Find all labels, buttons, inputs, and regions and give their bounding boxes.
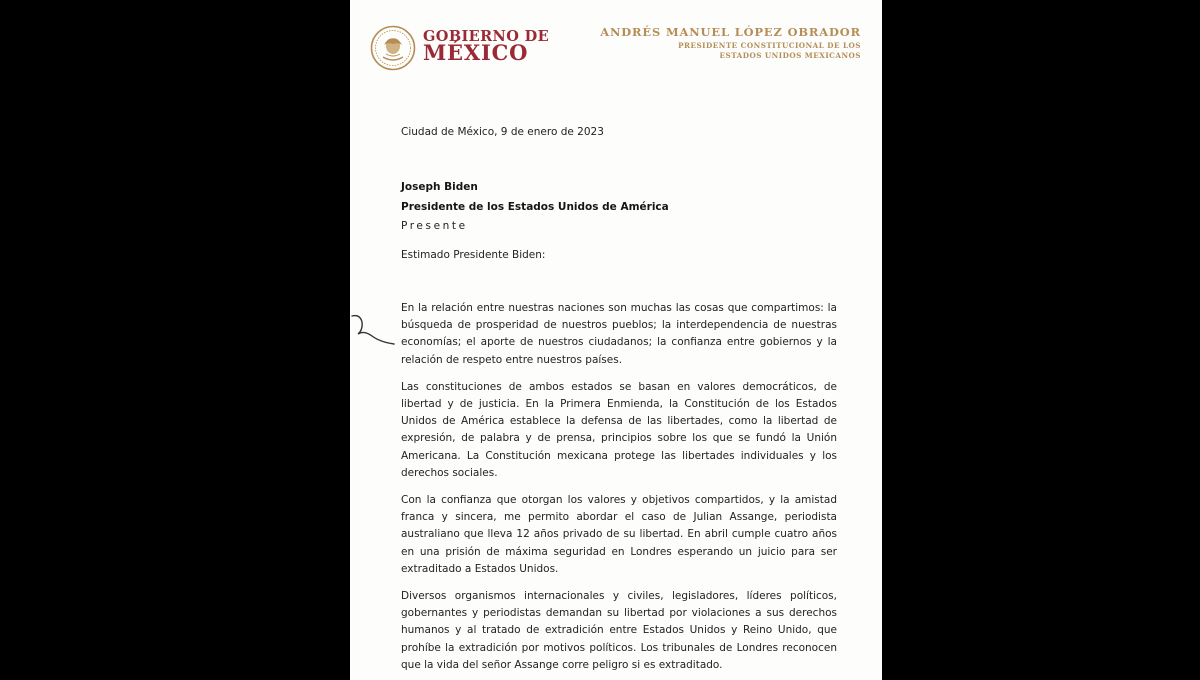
- handwritten-margin-mark: [350, 312, 410, 348]
- president-title-line-1: PRESIDENTE CONSTITUCIONAL DE LOS: [678, 41, 861, 50]
- recipient-name: Joseph Biden: [401, 181, 478, 193]
- body-paragraph-3: Con la confianza que otorgan los valores y objetivos compartidos, y la amistad franca y sincera, me permito abordar el caso de Julian Assange, periodista australiano que lleva 12 años privado de su libertad. En abril cumple cuatro años en una prisión de máxima seguridad en Londres esperando un juicio para ser extraditado a Estados Unidos.: [401, 494, 837, 575]
- letter-page: [350, 0, 882, 680]
- body-paragraph-2: Las constituciones de ambos estados se basan en valores democráticos, de libertad y de justicia. En la Primera Enmienda, la Constitución de los Estados Unidos de América establece la defensa de las libertades, como la libertad de expresión, de palabra y de prensa, principios sobre los que se fundó la Unión Americana. La Constitución mexicana protege las libertades individuales y los derechos sociales.: [401, 380, 837, 479]
- recipient-title: Presidente de los Estados Unidos de América: [401, 200, 669, 213]
- president-title-line-2: ESTADOS UNIDOS MEXICANOS: [719, 51, 861, 60]
- salutation: Estimado Presidente Biden:: [401, 249, 546, 261]
- recipient-block: [401, 178, 837, 237]
- president-name: ANDRÉS MANUEL LÓPEZ OBRADOR: [600, 25, 861, 39]
- letter-date: Ciudad de México, 9 de enero de 2023: [401, 126, 604, 138]
- president-title: [678, 41, 861, 61]
- gobierno-line-2: MÉXICO: [423, 40, 529, 65]
- body-paragraph-4: Diversos organismos internacionales y civiles, legisladores, líderes políticos, gobernantes y periodistas demandan su libertad por violaciones a sus derechos humanos y al tratado de extradición entre Estados Unidos y Reino Unido, que prohíbe la extradición por motivos políticos. Los tribunales de Londres reconocen que la vida del señor Assange corre peligro si es extraditado.: [401, 590, 837, 671]
- gobierno-line-1: GOBIERNO DE: [423, 28, 550, 45]
- coat-of-arms-seal-icon: [370, 25, 416, 71]
- recipient-presente: Presente: [401, 220, 468, 232]
- body-paragraph-1: En la relación entre nuestras naciones son muchas las cosas que compartimos: la búsqueda de prosperidad de nuestros pueblos; la interdependencia de nuestras economías; el aporte de nuestros ciudadanos; la confianza entre gobiernos y la relación de respeto entre nuestros países.: [401, 302, 837, 366]
- letter-body: [401, 300, 837, 674]
